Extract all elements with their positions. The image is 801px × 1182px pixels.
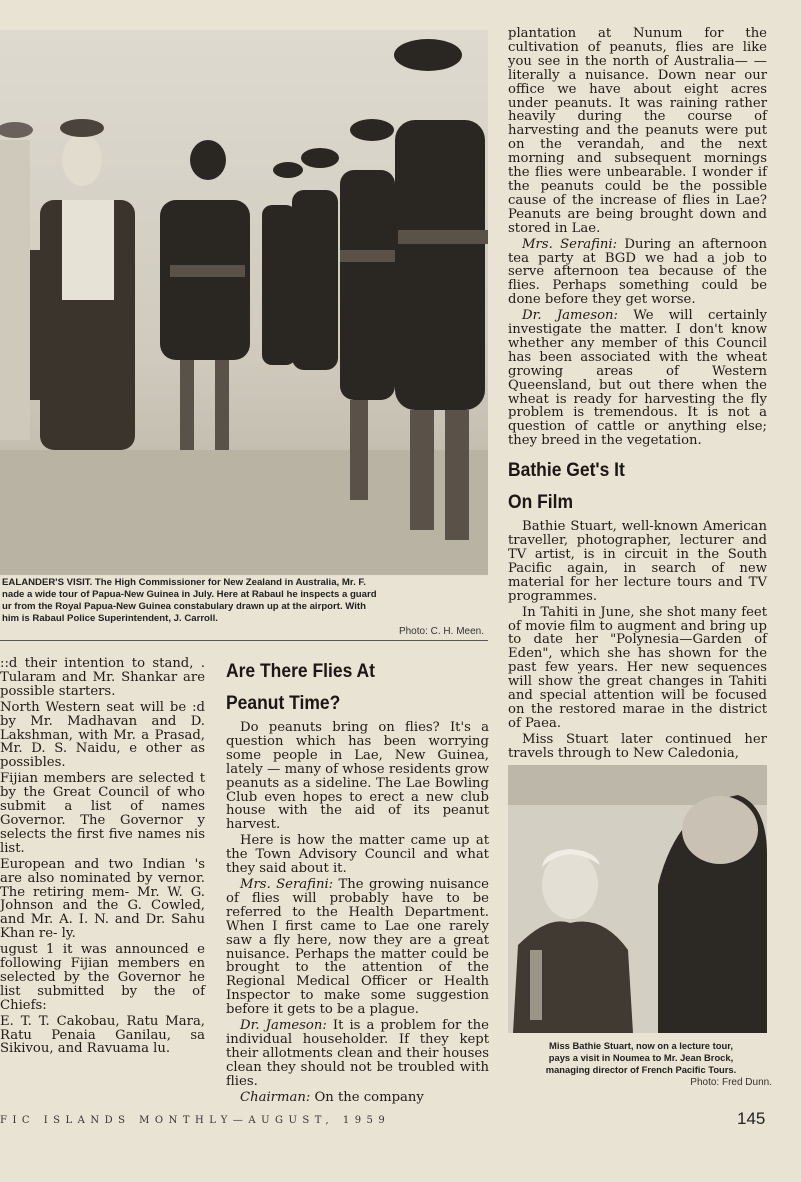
photo-credit: Photo: Fred Dunn. <box>690 1077 772 1089</box>
paragraph: E. T. T. Cakobau, Ratu Mara, Ratu Penaia Ganilau, sa Sikivou, and Ravuama lu. <box>0 1013 205 1057</box>
caption-line: Miss Bathie Stuart, now on a lecture tour, <box>549 1040 733 1051</box>
paragraph: In Tahiti in June, she shot many feet of movie film to augment and bring up to date her "Polynesia—Garden of Eden", which she has shown for the past few years. Her new sequences will show the great changes in Tahiti and special attention will be focused on the restored marae in the district of Paea. <box>508 604 767 731</box>
headline: Bathie Get's It <box>508 460 625 482</box>
headline: Peanut Time? <box>226 693 341 714</box>
bottom-photo-caption <box>510 1040 772 1089</box>
guard-inspection-photo <box>0 30 488 575</box>
bathie-stuart-photo <box>508 765 767 1033</box>
paragraph: European and two Indian 's are also nominated by vernor. The retiring mem- Mr. W. G. Johnson and the G. Cowled, and Mr. A. I. N. and Dr. Sahu Khan re- ly. <box>0 856 205 942</box>
paragraph: Chairman: On the company <box>240 1089 424 1105</box>
photo-credit: Photo: C. H. Meen. <box>398 626 484 637</box>
caption-line: managing director of French Pacific Tours. <box>545 1063 737 1075</box>
divider <box>0 640 488 641</box>
paragraph: plantation at Nunum for the cultivation of peanuts, flies are like you see in the north of Australia— —literally a nuisance. Down near our office we have about eight acres under peanuts. It was raining rather heavily during the course of harvesting and the peanuts were put on the verandah, and the next morning and subsequent mornings the flies were unbearable. I wonder if the peanuts could be the possible cause of the increase of flies in Lae? Peanuts are being brought down and stored in Lae. <box>508 26 767 236</box>
paragraph: Mrs. Serafini: The growing nuisance of flies will probably have to be referred to the Health Department. When I first came to Lae one rarely saw a fly here, now they are a great nuisance. Perhaps the matter could be brought to the attention of the Regional Medical Officer or Health Inspector to make some suggestion before it gets to be a plague. <box>226 876 489 1018</box>
caption-line: nade a wide tour of Papua-New Guinea in July. Here at Rabaul he inspects a guard <box>2 589 377 600</box>
paragraph: Dr. Jameson: We will certainly investigate the matter. I don't know whether any member of this Council has been associated with the wheat growing areas of Western Queensland, but out there when the wheat is ready for harvesting the fly problem is tremendous. It is not a question of cattle or anything else; they breed in the vegetation. <box>508 308 767 449</box>
paragraph: Fijian members are selected t by the Great Council of who submit a list of names Governor. The Governor y selects the first five names nis list. <box>0 771 205 856</box>
paragraph: Here is how the matter came up at the Town Advisory Council and what they said about it. <box>226 833 489 877</box>
paragraph: North Western seat will be :d by Mr. Madhavan and D. Lakshman, with Mr. a Prasad, Mr. D. S. Naidu, e other as possibles. <box>0 699 205 771</box>
caption-line: EALANDER'S VISIT. The High Commissioner for New Zealand in Australia, Mr. F. <box>2 577 366 588</box>
headline: Are There Flies At <box>226 661 375 682</box>
left-column <box>0 657 205 1058</box>
right-column <box>508 27 767 763</box>
paragraph: Bathie Stuart, well-known American traveller, photographer, lecturer and TV artist, is in circuit in the South Pacific again, in search of new material for her lecture tours and TV programmes. <box>508 519 767 604</box>
paragraph: ::d their intention to stand, . Tularam and Mr. Shankar are possible starters. <box>0 656 205 699</box>
page-number: 145 <box>737 1109 766 1128</box>
headline: On Film <box>508 492 574 514</box>
caption-line: him is Rabaul Police Superintendent, J. Carroll. <box>2 613 218 624</box>
paragraph: Mrs. Serafini: During an afternoon tea party at BGD we had a job to serve afternoon tea because of the flies. Perhaps something could be done before they get worse. <box>508 236 767 308</box>
paragraph: ugust 1 it was announced e following Fijian members en selected by the Governor he list submitted by the of Chiefs: <box>0 942 205 1013</box>
top-photo-caption <box>2 577 484 638</box>
flies-article <box>226 657 489 1106</box>
paragraph: Do peanuts bring on flies? It's a question which has been worrying some people in Lae, New Guinea, lately — many of whose residents grow peanuts as a sideline. The Lae Bowling Club even hopes to erect a new club house with the aid of its peanut harvest. <box>226 720 489 833</box>
paragraph: Miss Stuart later continued her travels through to New Caledonia, <box>508 731 767 761</box>
running-footer: FIC ISLANDS MONTHLY—AUGUST, 1959 <box>0 1115 391 1126</box>
caption-line: pays a visit in Noumea to Mr. Jean Brock, <box>548 1051 734 1063</box>
caption-line: ur from the Royal Papua-New Guinea constabulary drawn up at the airport. With <box>2 601 366 612</box>
paragraph: Dr. Jameson: It is a problem for the individual householder. If they kept their allotments clean and their houses clean they should not be troubled with flies. <box>226 1018 489 1089</box>
